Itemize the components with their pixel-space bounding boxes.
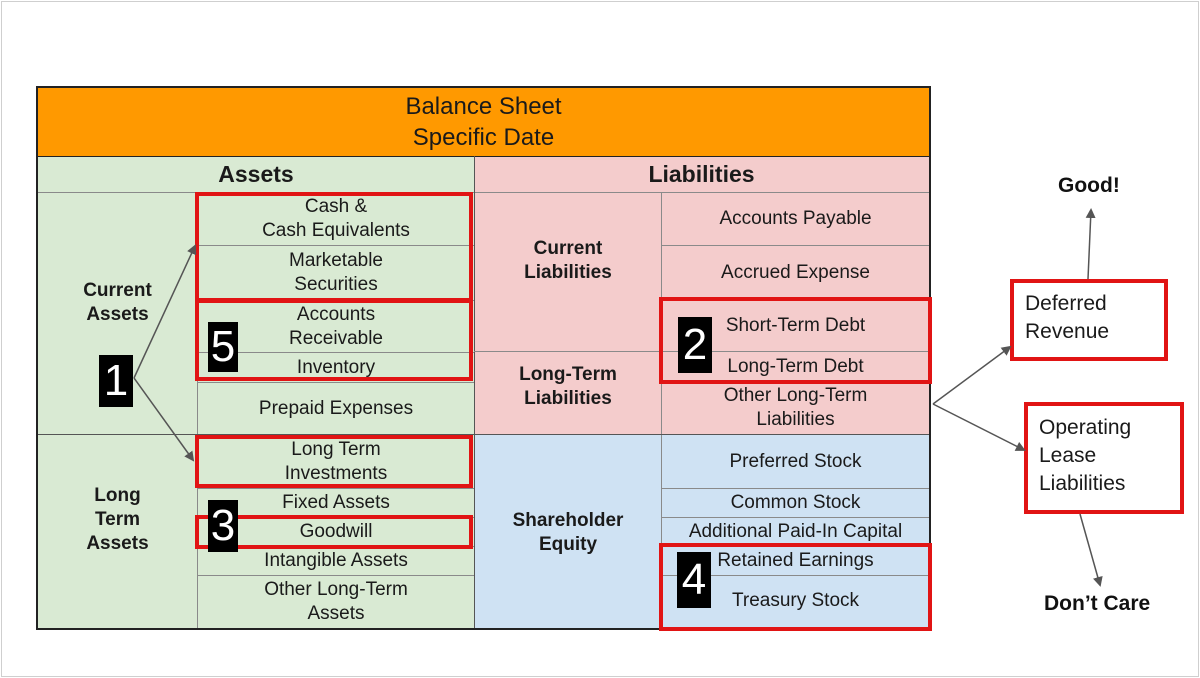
dont-care-label: Don’t Care	[1044, 592, 1151, 615]
current-liabilities-label: Current Liabilities	[524, 238, 612, 283]
marker-2: 2	[678, 317, 712, 373]
marker-4: 4	[677, 552, 711, 608]
shareholder-equity-label: Shareholder Equity	[512, 510, 624, 555]
arrow-1-to-current	[134, 246, 195, 378]
arrow-to-operating-lease	[933, 404, 1024, 450]
long-term-assets-label: Long Term Assets	[86, 485, 149, 554]
header-title: Balance Sheet	[405, 93, 562, 120]
operating-lease-text: Operating Lease Liabilities	[1039, 416, 1132, 495]
liability-accounts-payable: Accounts Payable	[719, 208, 872, 229]
liability-short-term-debt: Short-Term Debt	[725, 314, 866, 336]
asset-prepaid-expenses: Prepaid Expenses	[258, 397, 414, 419]
arrow-to-dont-care	[1080, 514, 1100, 585]
long-term-liabilities-label: Long-Term Liabilities	[519, 364, 617, 409]
equity-preferred-stock: Preferred Stock	[729, 450, 862, 472]
marker-1: 1	[99, 355, 133, 407]
current-assets-label: Current Assets	[83, 280, 152, 325]
asset-inventory: Inventory	[296, 356, 376, 378]
equity-treasury-stock: Treasury Stock	[731, 590, 860, 611]
asset-cash: Cash & Cash Equivalents	[262, 196, 410, 241]
marker-3: 3	[208, 500, 238, 552]
liability-accrued-expense: Accrued Expense	[721, 261, 870, 283]
marker-5: 5	[208, 322, 238, 372]
asset-accounts-receivable: Accounts Receivable	[289, 303, 383, 349]
liability-long-term-debt: Long-Term Debt	[727, 355, 864, 377]
asset-intangible-assets: Intangible Assets	[264, 550, 408, 571]
header-date: Specific Date	[412, 124, 555, 151]
equity-common-stock: Common Stock	[730, 492, 861, 513]
equity-retained-earnings: Retained Earnings	[717, 550, 874, 571]
assets-column-header: Assets	[38, 156, 474, 192]
arrow-to-good	[1088, 210, 1091, 279]
asset-goodwill: Goodwill	[299, 521, 373, 542]
asset-marketable-securities: Marketable Securities	[289, 250, 383, 295]
liabilities-column-header: Liabilities	[474, 156, 929, 192]
deferred-revenue-text: Deferred Revenue	[1025, 292, 1110, 343]
arrow-1-to-investments	[134, 378, 193, 460]
asset-other-long-term: Other Long-Term Assets	[264, 579, 408, 624]
asset-fixed-assets: Fixed Assets	[282, 492, 390, 513]
liability-other-long-term: Other Long-Term Liabilities	[723, 385, 868, 430]
equity-additional-paid-in-capital: Additional Paid-In Capital	[688, 521, 903, 542]
asset-long-term-investments: Long Term Investments	[284, 438, 388, 484]
good-label: Good!	[1058, 174, 1120, 197]
arrow-to-deferred-revenue	[933, 347, 1010, 404]
